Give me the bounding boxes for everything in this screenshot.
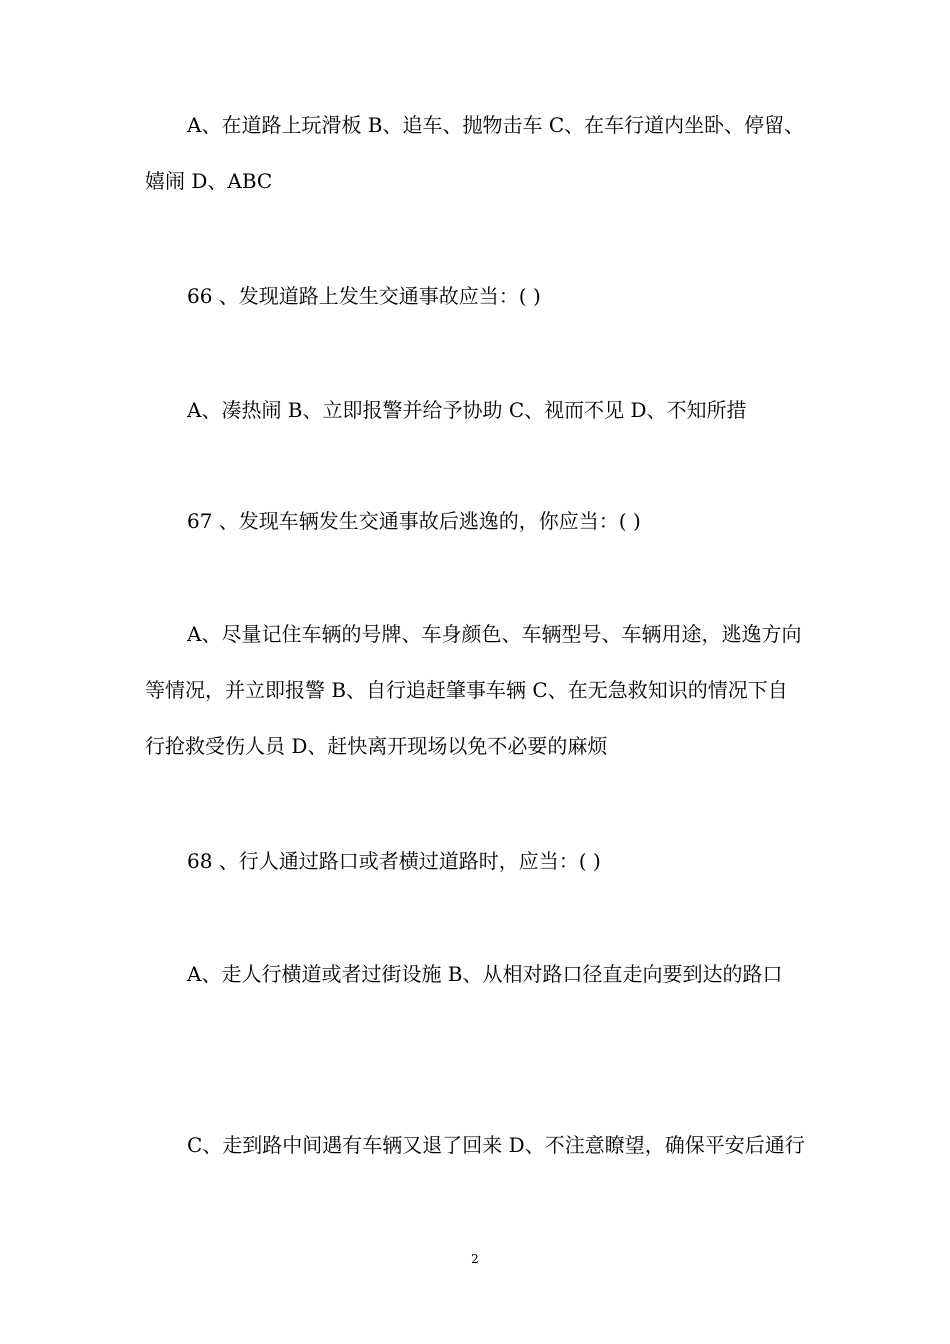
answer-options-68-cd: C、走到路中间遇有车辆又退了回来 D、不注意瞭望，确保平安后通行 [187, 1133, 805, 1157]
answer-options-66: A、凑热闹 B、立即报警并给予协助 C、视而不见 D、不知所措 [187, 398, 747, 422]
answer-options-65: A、在道路上玩滑板 B、追车、抛物击车 C、在车行道内坐卧、停留、嬉闹 D、ABC [145, 113, 805, 193]
page-number: 2 [471, 1252, 479, 1266]
question-67: 67 、发现车辆发生交通事故后逃逸的，你应当：( ) [187, 509, 641, 533]
answer-options-68-ab: A、走人行横道或者过街设施 B、从相对路口径直走向要到达的路口 [187, 962, 783, 986]
question-68: 68 、行人通过路口或者横过道路时，应当：( ) [187, 849, 601, 873]
answer-options-67: A、尽量记住车辆的号牌、车身颜色、车辆型号、车辆用途，逃逸方向等情况，并立即报警 B、自行追赶肇事车辆 C、在无急救知识的情况下自行抢救受伤人员 D、赶快离开现场以免不必要的麻烦 [145, 622, 802, 758]
question-66: 66 、发现道路上发生交通事故应当：( ) [187, 284, 541, 308]
